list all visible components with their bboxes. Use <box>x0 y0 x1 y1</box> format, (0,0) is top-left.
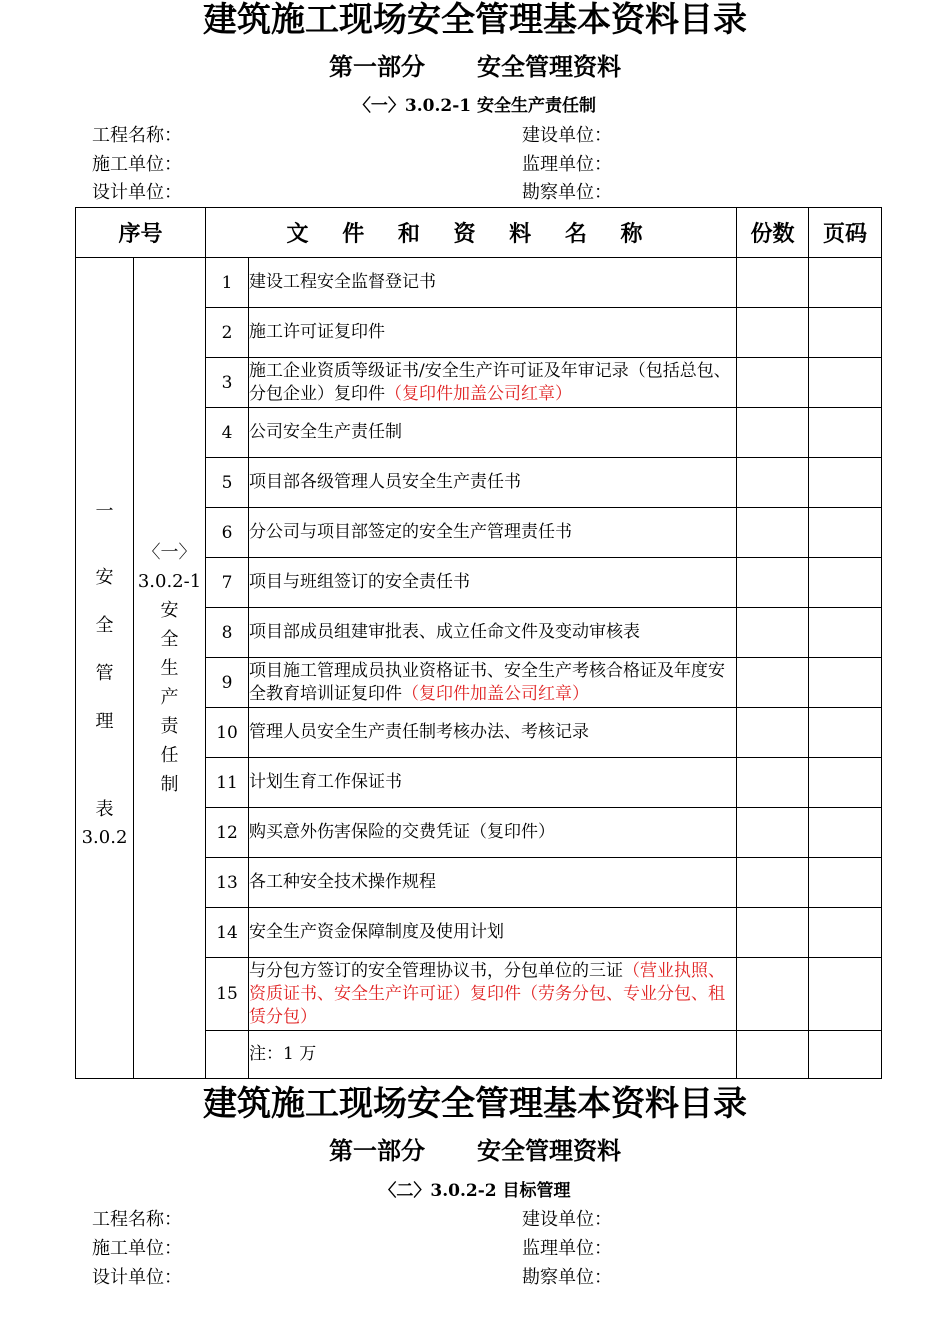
header-copies: 份数 <box>737 208 809 258</box>
page-cell <box>809 508 882 558</box>
row-number: 11 <box>206 758 249 808</box>
copies-cell <box>737 858 809 908</box>
row-number: 15 <box>206 958 249 1031</box>
group-char: 一 <box>95 500 114 522</box>
project-name-label: 工程名称： <box>92 125 182 146</box>
row-number <box>206 1031 249 1079</box>
red-note: （复印件加盖公司红章） <box>385 383 573 404</box>
group-char: 全 <box>95 614 114 636</box>
copies-cell <box>737 908 809 958</box>
row-number: 3 <box>206 358 249 408</box>
row-number: 6 <box>206 508 249 558</box>
row-number: 13 <box>206 858 249 908</box>
group-char: 责 <box>160 715 179 737</box>
page-title: 建筑施工现场安全管理基本资料目录 <box>203 0 747 40</box>
row-text: 项目部各级管理人员安全生产责任书 <box>249 458 737 508</box>
group-char: 〈一〉 <box>142 541 197 563</box>
surveyor-label: 勘察单位： <box>522 182 612 203</box>
copies-cell <box>737 308 809 358</box>
group-char: 表 <box>95 798 114 820</box>
page-cell <box>809 858 882 908</box>
page-cell <box>809 358 882 408</box>
row-number: 8 <box>206 608 249 658</box>
designer-label: 设计单位： <box>92 1267 182 1288</box>
page-cell <box>809 408 882 458</box>
header-page: 页码 <box>809 208 882 258</box>
row-text: 计划生育工作保证书 <box>249 758 737 808</box>
page-cell <box>809 308 882 358</box>
section-heading: 〈二〉3.0.2-2 目标管理 <box>379 1181 571 1201</box>
part-name: 安全管理资料 <box>477 1136 621 1165</box>
copies-cell <box>737 658 809 708</box>
row-text: 建设工程安全监督登记书 <box>249 258 737 308</box>
row-number: 7 <box>206 558 249 608</box>
row-number: 5 <box>206 458 249 508</box>
note-text: 注：1 万 <box>249 1031 737 1079</box>
group-subcategory <box>134 258 206 1079</box>
row-text: 施工企业资质等级证书/安全生产许可证及年审记录（包括总包、分包企业）复印件（复印件加盖公司红章） <box>249 358 737 408</box>
page-cell <box>809 1031 882 1079</box>
copies-cell <box>737 258 809 308</box>
row-text: 管理人员安全生产责任制考核办法、考核记录 <box>249 708 737 758</box>
row-number: 4 <box>206 408 249 458</box>
row-text: 分公司与项目部签定的安全生产管理责任书 <box>249 508 737 558</box>
copies-cell <box>737 508 809 558</box>
copies-cell <box>737 958 809 1031</box>
page-title: 建筑施工现场安全管理基本资料目录 <box>203 1084 747 1124</box>
copies-cell <box>737 358 809 408</box>
part-name: 安全管理资料 <box>477 52 621 81</box>
group-char: 全 <box>160 628 179 650</box>
table-row <box>76 258 882 308</box>
row-number: 10 <box>206 708 249 758</box>
header-seq: 序号 <box>76 208 206 258</box>
group-category <box>76 258 134 1079</box>
copies-cell <box>737 608 809 658</box>
row-text: 施工许可证复印件 <box>249 308 737 358</box>
copies-cell <box>737 1031 809 1079</box>
page-cell <box>809 808 882 858</box>
contractor-label: 施工单位： <box>92 154 182 175</box>
group-char: 管 <box>95 662 114 684</box>
copies-cell <box>737 408 809 458</box>
builder-label: 建设单位： <box>522 125 612 146</box>
row-text: 购买意外伤害保险的交费凭证（复印件） <box>249 808 737 858</box>
group-char: 安 <box>160 599 179 621</box>
part-label: 第一部分 <box>329 52 425 81</box>
red-note: （复印件加盖公司红章） <box>402 683 590 704</box>
page-cell <box>809 458 882 508</box>
page-cell <box>809 558 882 608</box>
builder-label: 建设单位： <box>522 1209 612 1230</box>
group-char: 产 <box>160 686 179 708</box>
project-name-label: 工程名称： <box>92 1209 182 1230</box>
copies-cell <box>737 758 809 808</box>
contractor-label: 施工单位： <box>92 1238 182 1259</box>
group-char: 制 <box>160 773 179 795</box>
supervisor-label: 监理单位： <box>522 154 612 175</box>
page-cell <box>809 908 882 958</box>
section-heading: 〈一〉3.0.2-1 安全生产责任制 <box>353 96 597 116</box>
table-header-row <box>76 208 882 258</box>
page-cell <box>809 958 882 1031</box>
row-number: 1 <box>206 258 249 308</box>
copies-cell <box>737 708 809 758</box>
row-text: 各工种安全技术操作规程 <box>249 858 737 908</box>
part-heading <box>0 52 950 82</box>
group-char: 生 <box>160 657 179 679</box>
supervisor-label: 监理单位： <box>522 1238 612 1259</box>
page-cell <box>809 658 882 708</box>
row-number: 14 <box>206 908 249 958</box>
group-char: 安 <box>95 566 114 588</box>
row-text: 安全生产资金保障制度及使用计划 <box>249 908 737 958</box>
document-table <box>75 207 882 1079</box>
page-cell <box>809 258 882 308</box>
row-text: 项目与班组签订的安全责任书 <box>249 558 737 608</box>
row-number: 2 <box>206 308 249 358</box>
copies-cell <box>737 808 809 858</box>
part-heading <box>0 1136 950 1166</box>
copies-cell <box>737 458 809 508</box>
surveyor-label: 勘察单位： <box>522 1267 612 1288</box>
red-note: （营业执照、资质证书、安全生产许可证）复印件（劳务分包、专业分包、租赁分包） <box>249 960 726 1027</box>
row-text: 与分包方签订的安全管理协议书，分包单位的三证（营业执照、资质证书、安全生产许可证）复印件（劳务分包、专业分包、租赁分包） <box>249 958 737 1031</box>
group-char: 3.0.2 <box>81 826 128 848</box>
copies-cell <box>737 558 809 608</box>
part-label: 第一部分 <box>329 1136 425 1165</box>
group-char: 任 <box>160 744 179 766</box>
row-number: 9 <box>206 658 249 708</box>
header-name: 文 件 和 资 料 名 称 <box>206 208 737 258</box>
group-char: 3.0.2-1 <box>137 570 202 592</box>
page-cell <box>809 758 882 808</box>
row-number: 12 <box>206 808 249 858</box>
group-char: 理 <box>95 710 114 732</box>
row-text: 项目施工管理成员执业资格证书、安全生产考核合格证及年度安全教育培训证复印件（复印件加盖公司红章） <box>249 658 737 708</box>
page-cell <box>809 608 882 658</box>
row-text: 公司安全生产责任制 <box>249 408 737 458</box>
page-cell <box>809 708 882 758</box>
designer-label: 设计单位： <box>92 182 182 203</box>
row-text: 项目部成员组建审批表、成立任命文件及变动审核表 <box>249 608 737 658</box>
